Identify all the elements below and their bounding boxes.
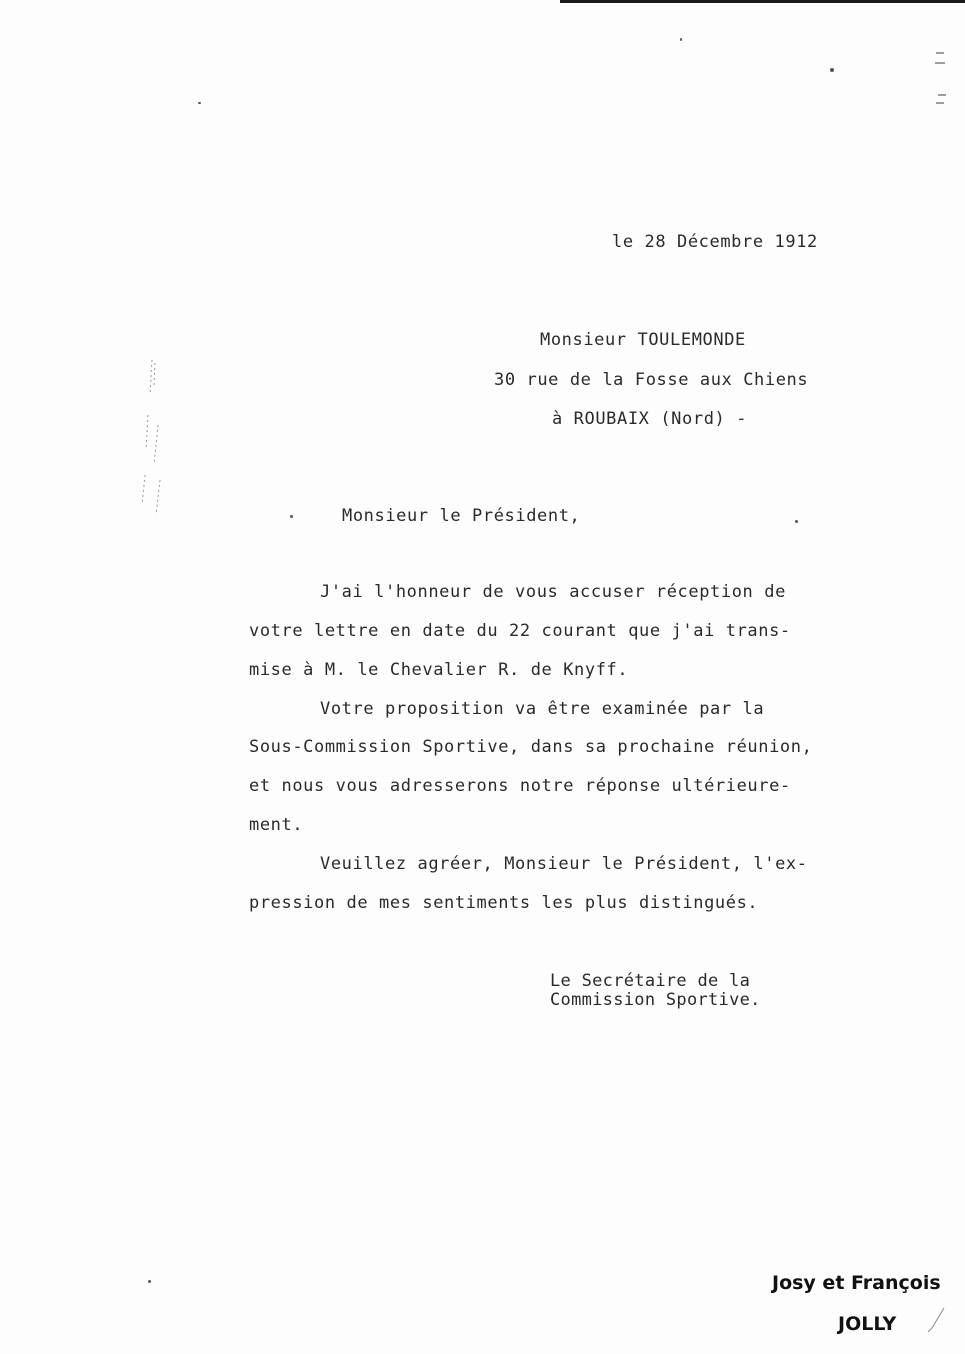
credit-line-2: JOLLY — [838, 1313, 897, 1335]
letter-date: le 28 Décembre 1912 — [612, 232, 818, 252]
body-line: Veuillez agréer, Monsieur le Président, l'ex- — [320, 854, 808, 874]
recipient-city: à ROUBAIX (Nord) - — [552, 409, 748, 429]
recipient-name: Monsieur TOULEMONDE — [540, 330, 746, 350]
body-line: Sous-Commission Sportive, dans sa prochaine réunion, — [249, 737, 813, 757]
body-line: Votre proposition va être examinée par la — [320, 699, 765, 719]
body-line: J'ai l'honneur de vous accuser réception de — [320, 582, 786, 602]
signature-line-2: Commission Sportive. — [550, 990, 761, 1010]
credit-line-1: Josy et François — [772, 1272, 941, 1294]
body-line: pression de mes sentiments les plus distingués. — [249, 893, 759, 913]
body-line: votre lettre en date du 22 courant que j'ai trans- — [249, 621, 791, 641]
salutation: Monsieur le Président, — [342, 506, 581, 526]
body-line: et nous vous adresserons notre réponse ultérieure- — [249, 776, 791, 796]
signature-line-1: Le Secrétaire de la — [550, 971, 751, 991]
margin-marks-right — [930, 45, 955, 115]
margin-marks-left — [130, 355, 180, 525]
body-line: mise à M. le Chevalier R. de Knyff. — [249, 660, 629, 680]
body-line: ment. — [249, 815, 304, 835]
pen-stroke — [926, 1306, 948, 1336]
scan-edge-line — [560, 0, 965, 3]
recipient-street: 30 rue de la Fosse aux Chiens — [494, 370, 809, 390]
